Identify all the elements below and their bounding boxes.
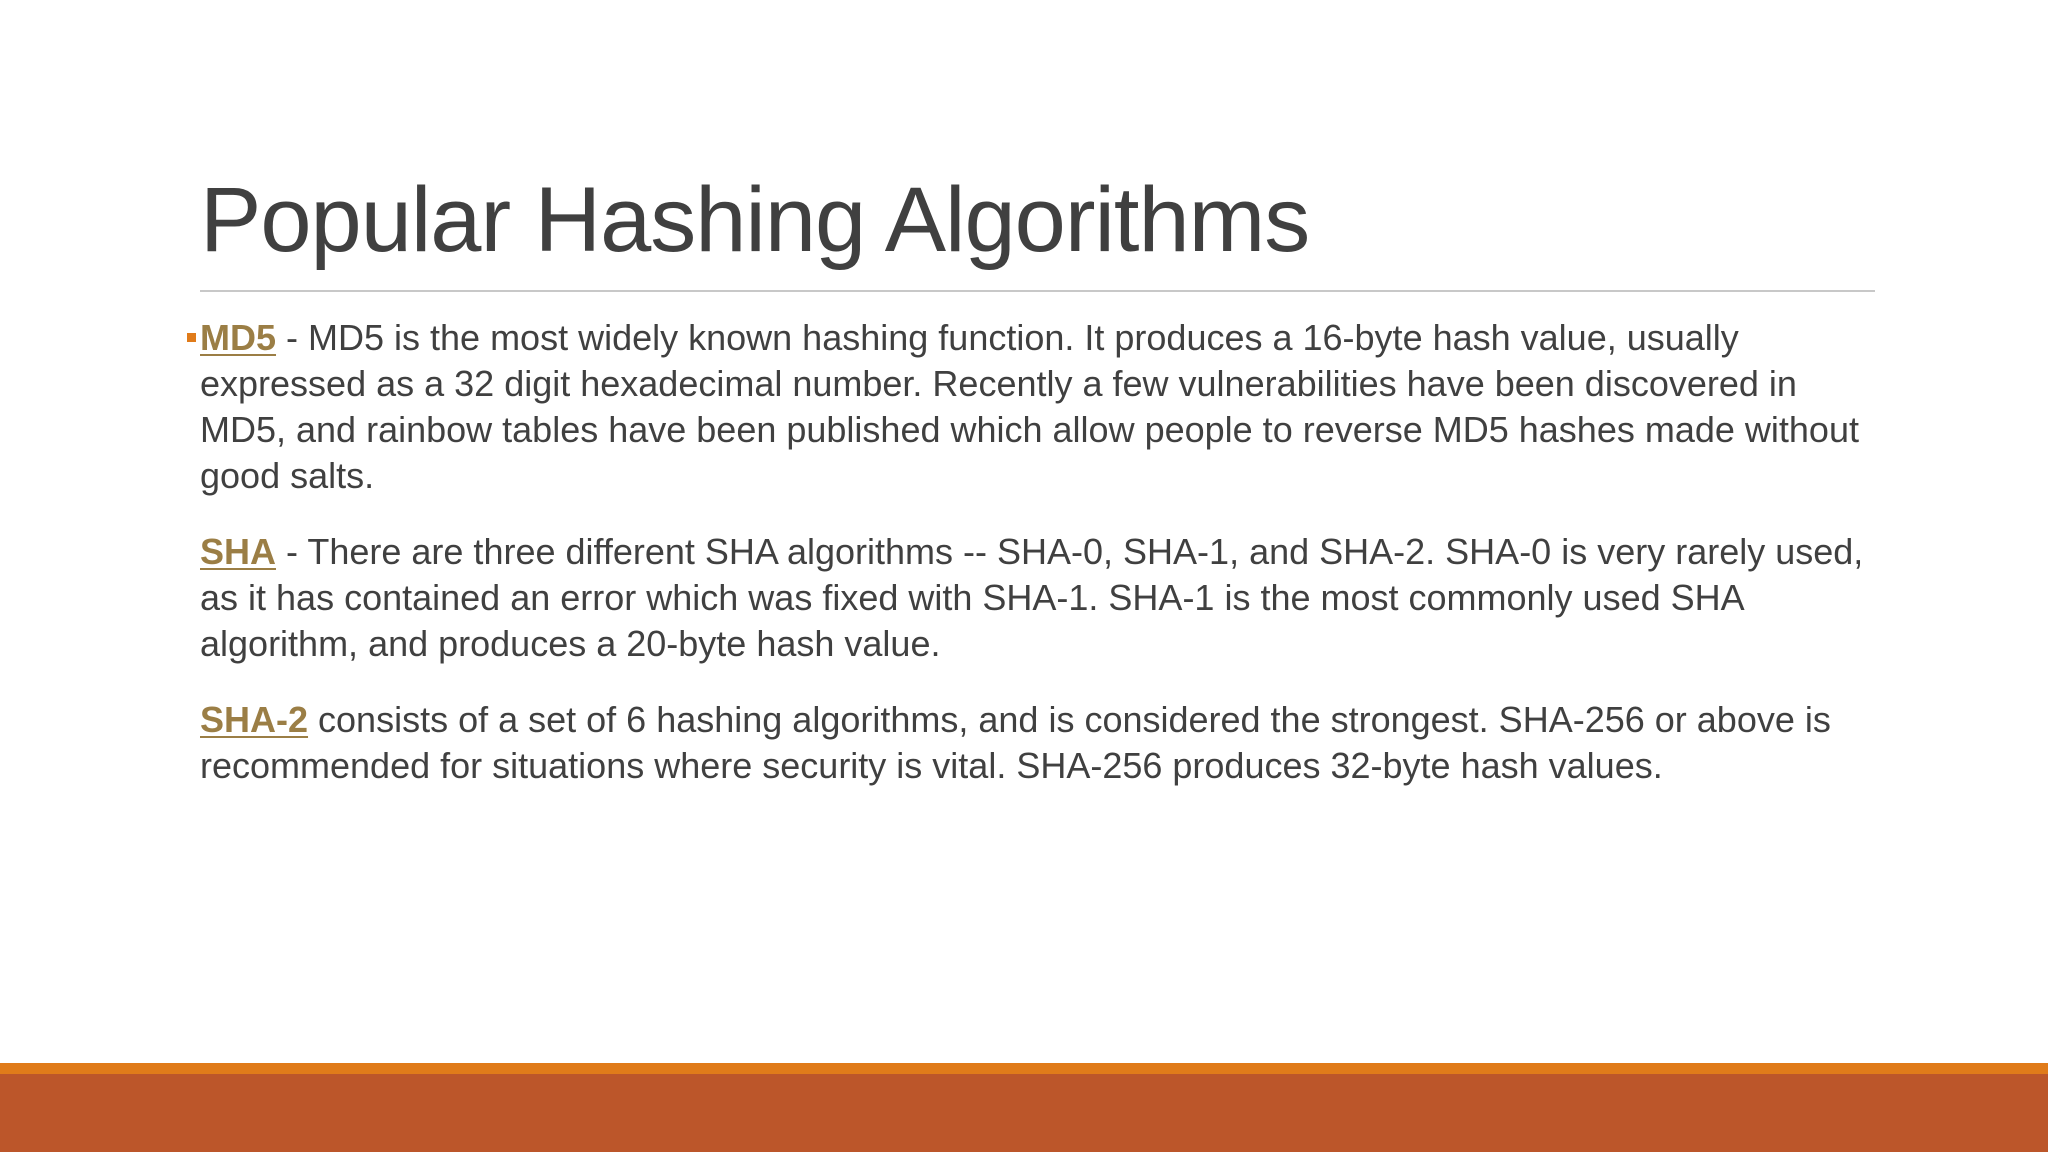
paragraph-md5 <box>200 315 1880 499</box>
title-divider <box>200 290 1875 292</box>
sha-description: - There are three different SHA algorithms -- SHA-0, SHA-1, and SHA-2. SHA-0 is very rarely used, as it has contained an error which was fixed with SHA-1. SHA-1 is the most commonly used SHA algorithm, and produces a 20-byte hash value. <box>200 531 1864 664</box>
md5-link[interactable]: MD5 <box>200 317 277 358</box>
sha-2-link[interactable]: SHA-2 <box>200 699 309 740</box>
slide-body <box>200 315 1880 819</box>
md5-description: - MD5 is the most widely known hashing function. It produces a 16-byte hash value, usually expressed as a 32 digit hexadecimal number. Recently a few vulnerabilities have been discovered in MD5, and rainbow tables have been published which allow people to reverse MD5 hashes made without good salts. <box>200 317 1859 496</box>
sha-2-description: consists of a set of 6 hashing algorithms, and is considered the strongest. SHA-256 or above is recommended for situations where security is vital. SHA-256 produces 32-byte hash values. <box>200 699 1831 786</box>
footer-band <box>0 1074 2048 1152</box>
paragraph-sha-2 <box>200 697 1880 789</box>
slide-title: Popular Hashing Algorithms <box>200 169 1310 271</box>
footer-accent-stripe <box>0 1063 2048 1074</box>
sha-link[interactable]: SHA <box>200 531 277 572</box>
square-bullet-icon <box>187 333 196 342</box>
paragraph-sha <box>200 529 1880 667</box>
